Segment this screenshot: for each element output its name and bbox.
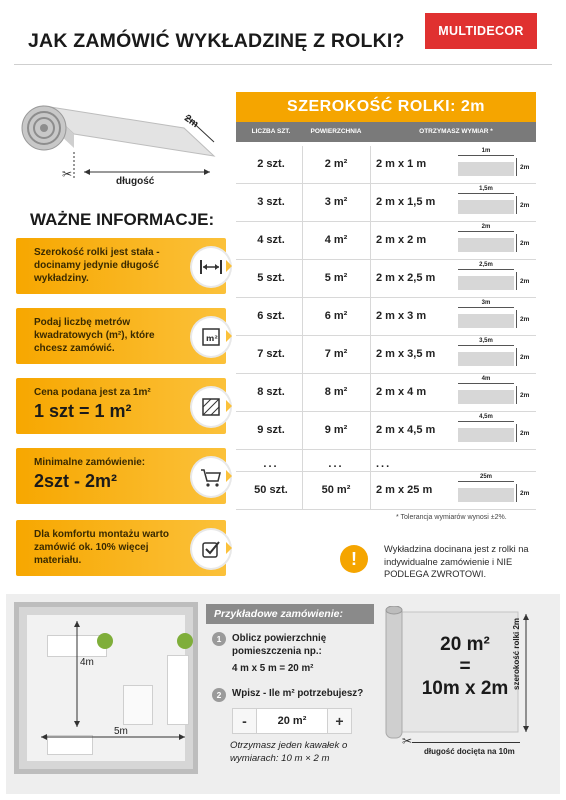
carpet-strip	[458, 276, 514, 290]
info-card-big-text: 1 szt = 1 m²	[34, 401, 132, 421]
step2-text: Wpisz - Ile m² potrzebujesz?	[232, 688, 364, 699]
cell-qty: 4 szt.	[257, 234, 285, 246]
strip-length-label: 1,5m	[458, 186, 514, 194]
svg-text:m²: m²	[206, 334, 218, 343]
roll-length-label: długość	[116, 176, 155, 187]
step1-text: Oblicz powierzchnię pomieszczenia np.:	[232, 633, 327, 658]
cell-area: 5 m²	[324, 272, 348, 284]
cell-area: 8 m²	[324, 386, 348, 398]
quantity-value[interactable]: 20 m²	[277, 715, 307, 727]
info-card-minimum-order	[16, 448, 226, 504]
strip-width-label: 2m	[520, 430, 530, 437]
cell-area: 3 m²	[324, 196, 348, 208]
result-area: 20 m²	[440, 634, 490, 655]
cell-dims: 2 m x 3 m	[376, 310, 427, 322]
step1-result: 4 m x 5 m = 20 m²	[232, 663, 314, 675]
cell-area: ...	[328, 458, 344, 470]
cell-qty: 8 szt.	[257, 386, 285, 398]
cell-area: 9 m²	[324, 424, 348, 436]
carpet-strip	[458, 488, 514, 502]
quantity-stepper[interactable]	[232, 708, 352, 734]
page-title: JAK ZAMÓWIĆ WYKŁADZINĘ Z ROLKI?	[28, 30, 405, 52]
warning-text: Wykładzina docinana jest z rolki na indywidualne zamówienie i NIE PODLEGA ZWROTOWI.	[384, 544, 529, 580]
column-divider	[370, 222, 371, 260]
column-divider	[370, 450, 371, 472]
cell-dims: 2 m x 2 m	[376, 234, 427, 246]
table-row	[236, 336, 536, 374]
example-title: Przykładowe zamówienie:	[206, 604, 374, 624]
column-divider	[370, 146, 371, 184]
table-row	[236, 184, 536, 222]
info-card-extra-material	[16, 520, 226, 576]
exclamation-icon: !	[340, 545, 368, 573]
room-floorplan	[14, 602, 198, 774]
cell-area: 2 m²	[324, 158, 348, 170]
room-width-label: 5m	[114, 726, 128, 737]
cell-dims: 2 m x 4 m	[376, 386, 427, 398]
column-header-area: POWIERZCHNIA	[310, 128, 362, 135]
info-card-price-per-meter	[16, 378, 226, 434]
receive-text: Otrzymasz jeden kawałek o wymiarach: 10 m × 2 m	[230, 740, 348, 764]
cell-area: 6 m²	[324, 310, 348, 322]
column-header-dims: OTRZYMASZ WYMIAR *	[419, 128, 493, 135]
column-divider	[370, 260, 371, 298]
roll-side-width-label: szerokość rolki 2m	[512, 617, 521, 690]
cell-area: 50 m²	[321, 484, 351, 496]
step1	[232, 632, 372, 676]
info-card-text: Dla komfortu montażu warto zamówić ok. 10% więcej materiału.	[34, 529, 170, 566]
strip-length-label: 3m	[458, 300, 514, 308]
cell-area: 7 m²	[324, 348, 348, 360]
table-title: SZEROKOŚĆ ROLKI: 2m	[236, 92, 536, 122]
strip-length-label: 2m	[458, 224, 514, 232]
info-card-text	[34, 456, 184, 493]
strip-length-label: 2,5m	[458, 262, 514, 270]
result-calculation	[410, 634, 520, 700]
cell-dims: ...	[376, 458, 392, 470]
table-row	[236, 472, 536, 510]
strip-width-label: 2m	[520, 490, 530, 497]
table-row	[236, 260, 536, 298]
cell-qty: 3 szt.	[257, 196, 285, 208]
cart-icon	[192, 458, 230, 496]
step-number: 1	[212, 632, 226, 646]
carpet-strip	[458, 390, 514, 404]
width-arrows-icon	[192, 248, 230, 286]
header	[0, 0, 566, 64]
result-equals: =	[459, 655, 471, 677]
cell-dims: 2 m x 1,5 m	[376, 196, 436, 208]
cell-dims: 2 m x 1 m	[376, 158, 427, 170]
info-card-big-text: 2szt - 2m²	[34, 471, 118, 491]
strip-length-label: 1m	[458, 148, 514, 156]
roll-width-label: 2m	[182, 112, 201, 131]
cell-dims: 2 m x 4,5 m	[376, 424, 436, 436]
strip-width-label: 2m	[520, 392, 530, 399]
strip-length-label: 4m	[458, 376, 514, 384]
carpet-strip	[458, 162, 514, 176]
cell-qty: 2 szt.	[257, 158, 285, 170]
table-row	[236, 146, 536, 184]
cell-dims: 2 m x 3,5 m	[376, 348, 436, 360]
square-meter-icon	[192, 318, 230, 356]
table-row	[236, 374, 536, 412]
carpet-strip	[458, 352, 514, 366]
strip-width-label: 2m	[520, 240, 530, 247]
cell-qty: 9 szt.	[257, 424, 285, 436]
info-card-text: Szerokość rolki jest stała - docinamy jedynie długość wykładziny.	[34, 247, 160, 284]
cut-dimension-line	[412, 742, 520, 743]
strip-width-label: 2m	[520, 278, 530, 285]
info-card-subtext: Minimalne zamówienie:	[34, 457, 146, 468]
increment-button[interactable]: +	[327, 709, 351, 733]
info-card-text: Podaj liczbę metrów kwadratowych (m²), które chcesz zamówić.	[34, 317, 155, 354]
checkbox-icon	[192, 530, 230, 568]
scissors-icon: ✂	[402, 734, 413, 748]
info-card-text	[34, 386, 184, 423]
brand-logo[interactable]: MULTIDECOR	[425, 13, 537, 49]
info-card-subtext: Cena podana jest za 1m²	[34, 387, 151, 398]
column-divider	[370, 184, 371, 222]
cell-qty: ...	[263, 458, 279, 470]
table-row	[236, 412, 536, 450]
cell-dims: 2 m x 2,5 m	[376, 272, 436, 284]
result-dimensions: 10m x 2m	[421, 677, 509, 699]
header-divider	[14, 64, 552, 65]
strip-width-label: 2m	[520, 202, 530, 209]
cell-qty: 50 szt.	[254, 484, 288, 496]
cell-qty: 7 szt.	[257, 348, 285, 360]
room-height-label: 4m	[80, 657, 94, 668]
info-heading: WAŻNE INFORMACJE:	[30, 210, 215, 229]
decrement-button[interactable]: -	[233, 709, 257, 733]
strip-width-label: 2m	[520, 316, 530, 323]
column-divider	[370, 412, 371, 450]
column-header-qty: LICZBA SZT.	[251, 128, 291, 135]
strip-width-label: 2m	[520, 164, 530, 171]
cell-qty: 5 szt.	[257, 272, 285, 284]
room-dimension-arrows	[19, 607, 193, 769]
strip-length-label: 25m	[458, 474, 514, 482]
step-number: 2	[212, 688, 226, 702]
column-divider	[370, 336, 371, 374]
cell-qty: 6 szt.	[257, 310, 285, 322]
carpet-strip	[458, 238, 514, 252]
carpet-strip	[458, 200, 514, 214]
info-card-fixed-width	[16, 238, 226, 294]
carpet-strip	[458, 428, 514, 442]
svg-text:✂: ✂	[62, 167, 73, 181]
cut-length-label: długość docięta na 10m	[424, 747, 515, 756]
cell-area: 4 m²	[324, 234, 348, 246]
strip-width-label: 2m	[520, 354, 530, 361]
table-row	[236, 450, 536, 472]
info-card-square-meters	[16, 308, 226, 364]
hatched-square-icon	[192, 388, 230, 426]
carpet-strip	[458, 314, 514, 328]
strip-length-label: 3,5m	[458, 338, 514, 346]
table-row	[236, 222, 536, 260]
cell-dims: 2 m x 25 m	[376, 484, 433, 496]
table-row	[236, 298, 536, 336]
column-divider	[370, 374, 371, 412]
tolerance-note: * Tolerancja wymiarów wynosi ±2%.	[396, 514, 507, 521]
column-divider	[370, 472, 371, 510]
table-header	[236, 122, 536, 142]
strip-length-label: 4,5m	[458, 414, 514, 422]
column-divider	[370, 298, 371, 336]
